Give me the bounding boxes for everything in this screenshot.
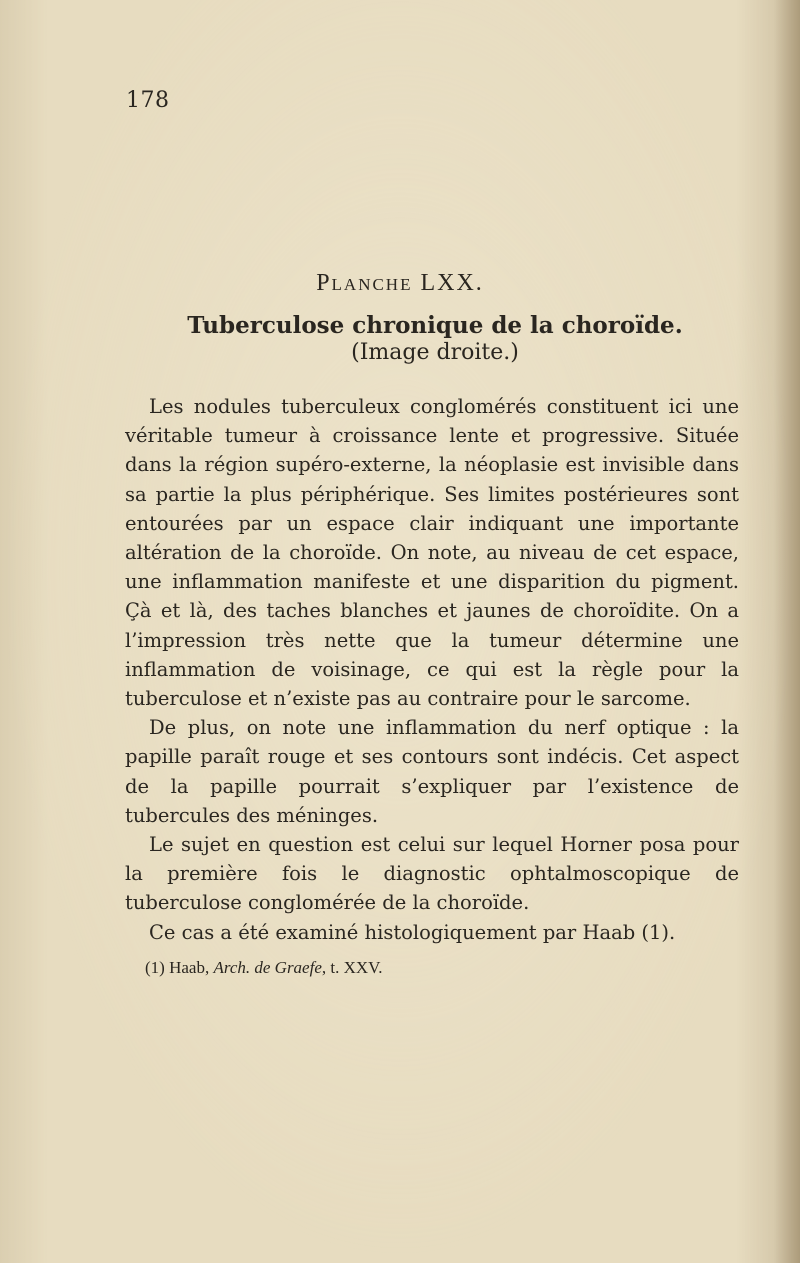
plate-title: Planche LXX.	[316, 270, 484, 296]
section-subtitle: (Image droite.)	[351, 340, 519, 365]
page-number: 178	[126, 88, 170, 113]
body-text	[125, 392, 739, 947]
paragraph: De plus, on note une inflammation du nerf optique : la papille paraît rouge et ses contours sont indécis. Cet aspect de la papille pourrait s’expliquer par l’existence de tubercules des méninges.	[125, 716, 739, 827]
section-title: Tuberculose chronique de la choroïde.	[187, 312, 683, 339]
footnote-source: Arch. de Graefe	[213, 958, 322, 977]
paragraph: Le sujet en question est celui sur lequel Horner posa pour la première fois le diagnostic ophtalmoscopique de tuberculose conglomérée de la choroïde.	[125, 833, 739, 915]
page-edge-shadow	[774, 0, 800, 1263]
footnote-marker: (1) Haab,	[145, 958, 214, 977]
footnote-volume: , t. XXV.	[321, 958, 383, 977]
paragraph: Ce cas a été examiné histologiquement par Haab (1).	[149, 920, 676, 944]
footnote	[145, 958, 383, 978]
paragraph: Les nodules tuberculeux conglomérés constituent ici une véritable tumeur à croissance lente et progressive. Située dans la région supéro-externe, la néoplasie est invisible dans sa partie la plus périphérique. Ses limites postérieures sont entourées par un espace clair indiquant une importante altération de la choroïde. On note, au niveau de cet espace, une inflammation manifeste et une disparition du pigment. Çà et là, des taches blanches et jaunes de choroïdite. On a l’impression très nette que la tumeur détermine une inflammation de voisinage, ce qui est la règle pour la tuberculose et n’existe pas au contraire pour le sarcome.	[125, 395, 739, 711]
